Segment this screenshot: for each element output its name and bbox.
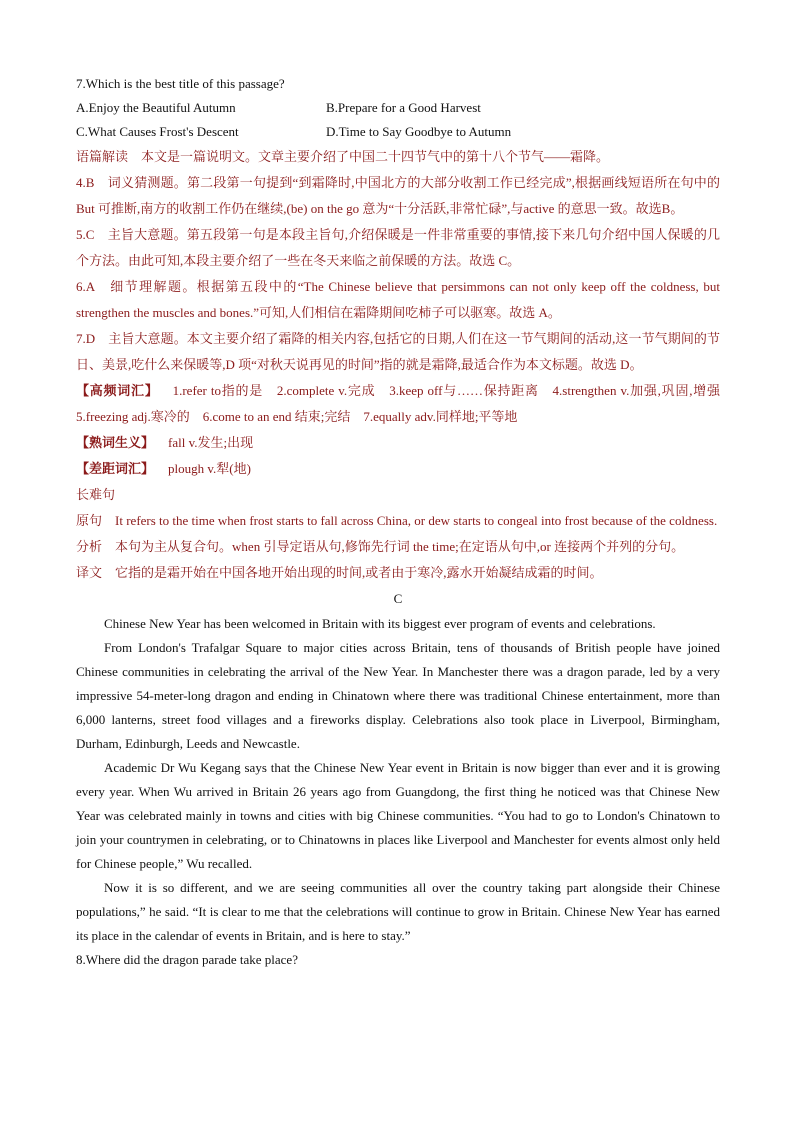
sentence-analysis — [76, 534, 720, 560]
passage-c-paragraph-2: From London's Trafalgar Square to major cities across Britain, tens of thousands of British people have joined Chinese communities in celebrating the arrival of the New Year. In Manchester there was a dragon parade, led by a very impressive 54-meter-long dragon and ending in Chinatown where there was traditional Chinese entertainment, more than 6,000 lanterns, street food villages and a fireworks display. Celebrations also took place in Liverpool, Birmingham, Durham, Edinburgh, Leeds and Newcastle. — [76, 640, 720, 751]
original-text: It refers to the time when frost starts to fall across China, or dew starts to congeal into frost because of the coldness. — [115, 513, 718, 528]
answer-7: 7.D 主旨大意题。本文主要介绍了霜降的相关内容,包括它的日期,人们在这一节气期间的活动,这一节气期间的节日、美景,吃什么来保暖等,D 项“对秋天说再见的时间”指的就是霜降,最适合作为本文标题。故选 D。 — [76, 331, 720, 372]
analysis-text: 本句为主从复合句。when 引导定语从句,修饰先行词 the time;在定语从句中,or 连接两个并列的分句。 — [115, 539, 685, 554]
long-sentence-title: 长难句 — [76, 487, 116, 502]
gap-vocab — [76, 456, 720, 482]
option-c: C.What Causes Frost's Descent — [76, 124, 239, 139]
translation-text: 它指的是霜开始在中国各地开始出现的时间,或者由于寒冷,露水开始凝结成霜的时间。 — [115, 565, 603, 580]
high-frequency-tag: 【高频词汇】 — [76, 383, 159, 398]
answer-5: 5.C 主旨大意题。第五段第一句是本段主旨句,介绍保暖是一件非常重要的事情,接下来几句介绍中国人保暖的几个方法。由此可知,本段主要介绍了一些在冬天来临之前保暖的方法。故选 C。 — [76, 227, 720, 268]
high-frequency-list: 1.refer to指的是 2.complete v.完成 3.keep off与……保持距离 4.strengthen v.加强,巩固,增强 5.freezing adj.寒冷的 6.come to an end 结束;完结 7.equally adv.同样地;平等地 — [76, 383, 733, 424]
familiar-word-list: fall v.发生;出现 — [168, 435, 254, 450]
option-b: B.Prepare for a Good Harvest — [326, 100, 481, 115]
passage-summary: 语篇解读 本文是一篇说明文。文章主要介绍了中国二十四节气中的第十八个节气——霜降。 — [76, 149, 610, 164]
sentence-translation — [76, 560, 720, 586]
option-d: D.Time to Say Goodbye to Autumn — [326, 124, 512, 139]
passage-c-paragraph-4: Now it is so different, and we are seeing communities all over the country taking part alongside their Chinese populations,” he said. “It is clear to me that the celebrations will continue to grow in Britain. Chinese New Year has earned its place in the calendar of events in Britain, and is here to stay.” — [76, 880, 720, 943]
gap-vocab-list: plough v.犁(地) — [168, 461, 251, 476]
original-sentence — [76, 508, 720, 534]
passage-c-paragraph-3: Academic Dr Wu Kegang says that the Chinese New Year event in Britain is now bigger than ever and it is growing every year. When Wu arrived in Britain 26 years ago from Guangdong, the first thing he noticed was that Chinese New Year was celebrated mainly in towns and cities with big Chinese communities. “You had to go to London's Chinatown to join your countrymen in celebrating, or to Chinatowns in places like Liverpool and Manchester for events almost only held for Chinese people,” Wu recalled. — [76, 760, 720, 871]
high-frequency-vocab — [76, 378, 733, 430]
passage-c-letter: C — [393, 591, 403, 606]
familiar-word-tag: 【熟词生义】 — [76, 435, 155, 450]
familiar-word-vocab — [76, 430, 720, 456]
document-page — [76, 72, 733, 972]
gap-vocab-tag: 【差距词汇】 — [76, 461, 155, 476]
question-7-stem: 7.Which is the best title of this passage? — [76, 76, 285, 91]
analysis-label: 分析 — [76, 539, 103, 554]
question-8-stem: 8.Where did the dragon parade take place? — [76, 952, 298, 967]
passage-c-paragraph-1: Chinese New Year has been welcomed in Britain with its biggest ever program of events and celebrations. — [104, 616, 656, 631]
original-label: 原句 — [76, 513, 103, 528]
question-7-options-row-1 — [76, 96, 720, 120]
answer-4: 4.B 词义猜测题。第二段第一句提到“到霜降时,中国北方的大部分收割工作已经完成”,根据画线短语所在句中的But 可推断,南方的收割工作仍在继续,(be) on the go 意为“十分活跃,非常忙碌”,与active 的意思一致。故选B。 — [76, 175, 720, 216]
option-a: A.Enjoy the Beautiful Autumn — [76, 100, 236, 115]
question-7-options-row-2 — [76, 120, 720, 144]
translation-label: 译文 — [76, 565, 103, 580]
answer-6: 6.A 细节理解题。根据第五段中的“The Chinese believe that persimmons can not only keep off the coldness, but strengthen the muscles and bones.”可知,人们相信在霜降期间吃柿子可以驱寒。故选 A。 — [76, 279, 720, 320]
